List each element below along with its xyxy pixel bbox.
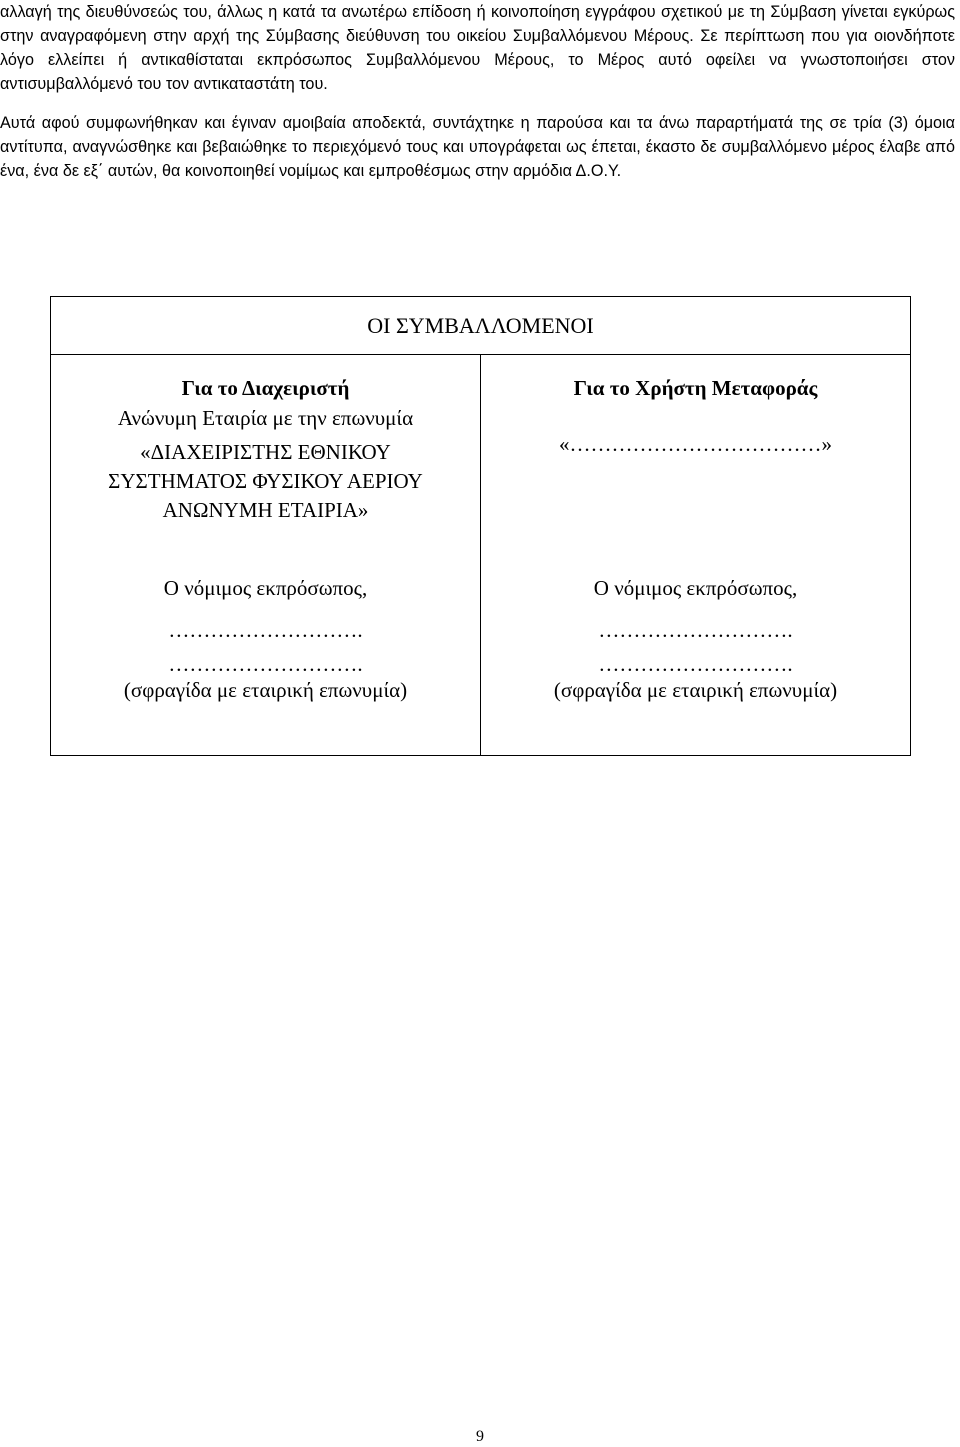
operator-representative-label: Ο νόμιμος εκπρόσωπος, (163, 576, 368, 600)
paragraph-contact-change: αλλαγή της διευθύνσεώς του, άλλως η κατά τα ανωτέρω επίδοση ή κοινοποίηση εγγράφου σχετικού με τη Σύμβαση γίνεται εγκύρως στην αναγραφόμενη στην αρχή της Σύμβασης διεύθυνση του οικείου Συμβαλλόμενου Μέρους. Σε περίπτωση που για οιονδήποτε λόγο ελλείπει ή αντικαθίσταται εκπρόσωπος Συμβαλλόμενου Μέρους, το Μέρος αυτό οφείλει να γνωστοποιήσει στον αντισυμβαλλόμενό του τον αντικαταστάτη του. (0, 3, 955, 93)
paragraph-closing-clause: Αυτά αφού συμφωνήθηκαν και έγιναν αμοιβαία αποδεκτά, συντάχτηκε η παρούσα και τα άνω παραρτήματά της σε τρία (3) όμοια αντίτυπα, αναγνώσθηκε και βεβαιώθηκε το περιεχόμενό τους και υπογράφεται ως έπεται, έκαστο δε συμβαλλόμενο μέρος έλαβε από ένα, ένα δε εξ΄ αυτών, θα κοινοποιηθεί νομίμως και εμπροθέσμως στην αρμόδια Δ.Ο.Υ. (0, 114, 955, 180)
operator-signature-line: ………………………. (168, 652, 363, 676)
user-representative-label: Ο νόμιμος εκπρόσωπος, (593, 576, 798, 600)
operator-signature-line: ………………………. (168, 618, 363, 642)
operator-stamp-note: (σφραγίδα με εταιρική επωνυμία) (123, 678, 408, 702)
user-signature-line: ………………………. (598, 618, 793, 642)
operator-company-name-line: «ΔΙΑΧΕΙΡΙΣΤΗΣ ΕΘΝΙΚΟΥ (140, 440, 391, 464)
signature-column-transmission-user (481, 355, 910, 755)
operator-company-name-line: ΑΝΩΝΥΜΗ ΕΤΑΙΡΙΑ» (162, 498, 369, 522)
user-stamp-note: (σφραγίδα με εταιρική επωνυμία) (553, 678, 838, 702)
operator-company-intro: Ανώνυμη Εταιρία με την επωνυμία (117, 406, 414, 430)
signature-table (50, 296, 911, 756)
signature-table-title: ΟΙ ΣΥΜΒΑΛΛΟΜΕΝΟΙ (51, 297, 910, 355)
user-signature-line: ………………………. (598, 652, 793, 676)
page-number: 9 (476, 1428, 484, 1445)
operator-company-name-line: ΣΥΣΤΗΜΑΤΟΣ ΦΥΣΙΚΟΥ ΑΕΡΙΟΥ (108, 469, 423, 493)
user-heading: Για το Χρήστη Μεταφοράς (573, 376, 818, 400)
operator-heading: Για το Διαχειριστή (181, 376, 350, 400)
user-company-name-placeholder: «………………………………» (559, 432, 832, 456)
signature-column-operator (51, 355, 481, 755)
